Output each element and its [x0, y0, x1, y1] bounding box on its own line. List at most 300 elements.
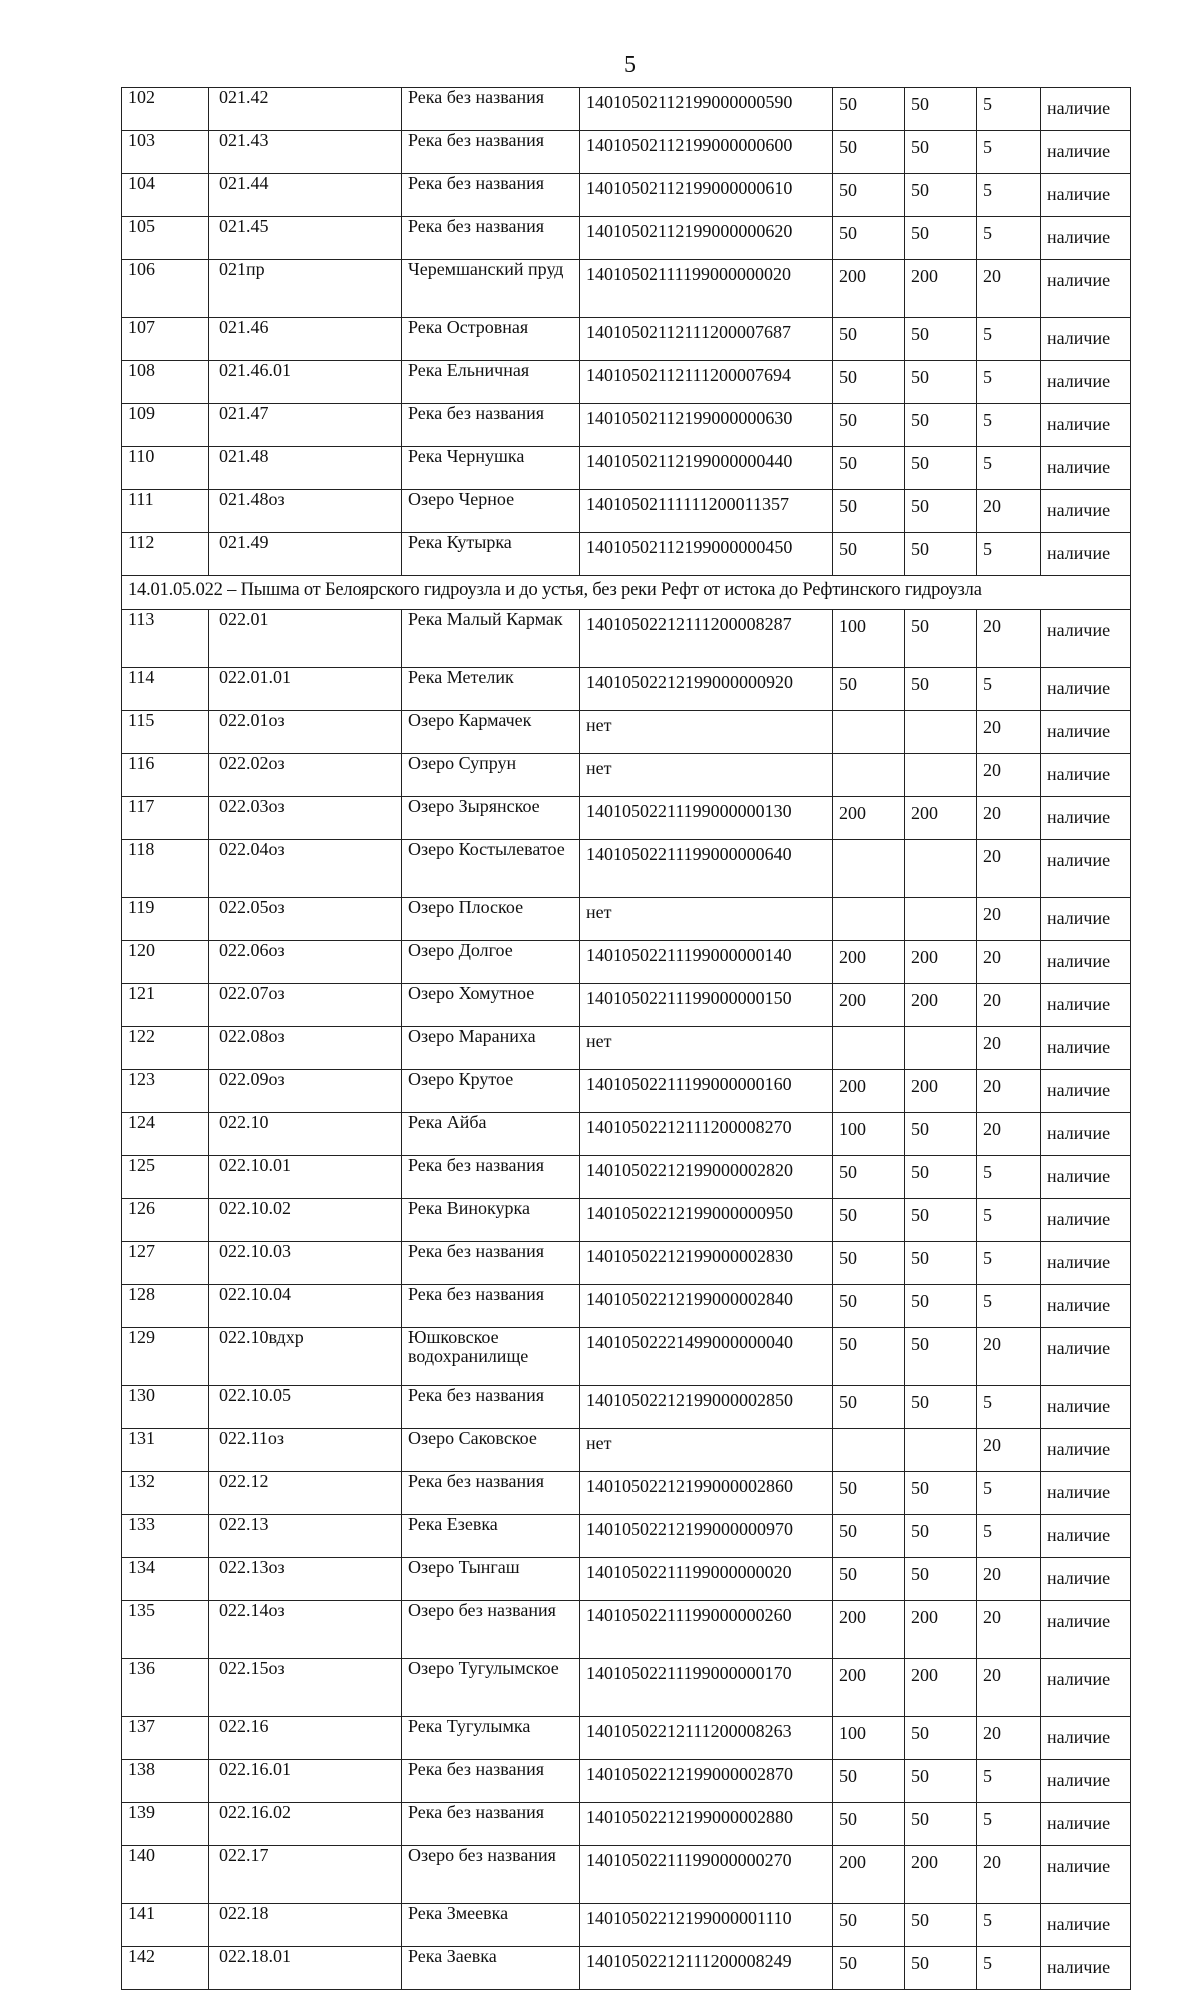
value-c: 5: [977, 1285, 1041, 1328]
value-b: 50: [905, 1803, 977, 1846]
object-code: 021.42: [209, 88, 402, 131]
row-number: 123: [122, 1070, 209, 1113]
row-number: 121: [122, 984, 209, 1027]
value-c: 20: [977, 840, 1041, 898]
registry-code: 14010502211199000000140: [580, 941, 833, 984]
object-name: Юшковское водохранилище: [402, 1328, 580, 1386]
value-c: 5: [977, 1156, 1041, 1199]
object-code: 022.16: [209, 1717, 402, 1760]
row-number: 111: [122, 490, 209, 533]
value-a: 50: [833, 533, 905, 576]
status-cell: наличие: [1041, 1199, 1131, 1242]
row-number: 120: [122, 941, 209, 984]
value-c: 20: [977, 1846, 1041, 1904]
status-cell: наличие: [1041, 1803, 1131, 1846]
value-b: 50: [905, 1515, 977, 1558]
table-row: [122, 1027, 1131, 1070]
value-b: 200: [905, 941, 977, 984]
registry-code: 14010502212199000002860: [580, 1472, 833, 1515]
object-code: 022.18: [209, 1904, 402, 1947]
object-name: Озеро Крутое: [402, 1070, 580, 1113]
registry-code: 14010502221499000000040: [580, 1328, 833, 1386]
section-header: 14.01.05.022 – Пышма от Белоярского гидроузла и до устья, без реки Рефт от истока до Рефтинского гидроузла: [122, 576, 1131, 610]
value-b: 50: [905, 88, 977, 131]
object-name: Озеро Черное: [402, 490, 580, 533]
value-c: 5: [977, 1760, 1041, 1803]
table-row: [122, 1113, 1131, 1156]
value-a: 200: [833, 1070, 905, 1113]
status-cell: наличие: [1041, 1242, 1131, 1285]
value-b: [905, 898, 977, 941]
registry-code: нет: [580, 711, 833, 754]
status-cell: наличие: [1041, 1156, 1131, 1199]
value-b: 50: [905, 1328, 977, 1386]
registry-code: 14010502212199000000970: [580, 1515, 833, 1558]
value-b: [905, 711, 977, 754]
object-code: 021.49: [209, 533, 402, 576]
value-a: 50: [833, 1285, 905, 1328]
table-row: [122, 1947, 1131, 1990]
table-row: [122, 533, 1131, 576]
table-row: [122, 404, 1131, 447]
value-a: 50: [833, 318, 905, 361]
status-cell: наличие: [1041, 1515, 1131, 1558]
value-a: [833, 711, 905, 754]
registry-code: 14010502112199000000440: [580, 447, 833, 490]
row-number: 106: [122, 260, 209, 318]
value-c: 5: [977, 217, 1041, 260]
table-row: [122, 174, 1131, 217]
registry-code: 14010502211199000000150: [580, 984, 833, 1027]
registry-code: 14010502211199000000270: [580, 1846, 833, 1904]
registry-code: 14010502212111200008249: [580, 1947, 833, 1990]
object-code: 022.10.01: [209, 1156, 402, 1199]
object-name: Река без названия: [402, 131, 580, 174]
registry-code: 14010502211199000000170: [580, 1659, 833, 1717]
status-cell: наличие: [1041, 1285, 1131, 1328]
registry-code: 14010502212111200008287: [580, 610, 833, 668]
value-a: 50: [833, 1515, 905, 1558]
value-a: 50: [833, 1328, 905, 1386]
status-cell: наличие: [1041, 984, 1131, 1027]
registry-code: 14010502212199000000950: [580, 1199, 833, 1242]
row-number: 137: [122, 1717, 209, 1760]
registry-code: 14010502212199000002840: [580, 1285, 833, 1328]
table-row: [122, 1659, 1131, 1717]
value-a: 50: [833, 1947, 905, 1990]
value-b: 50: [905, 610, 977, 668]
registry-code: 14010502212199000002820: [580, 1156, 833, 1199]
value-b: 50: [905, 361, 977, 404]
status-cell: наличие: [1041, 797, 1131, 840]
status-cell: наличие: [1041, 174, 1131, 217]
value-b: 50: [905, 1242, 977, 1285]
registry-code: 14010502211199000000160: [580, 1070, 833, 1113]
object-code: 022.01оз: [209, 711, 402, 754]
row-number: 104: [122, 174, 209, 217]
value-c: 5: [977, 1515, 1041, 1558]
row-number: 142: [122, 1947, 209, 1990]
table-section-top: [122, 88, 1131, 576]
registry-code: нет: [580, 898, 833, 941]
object-name: Река без названия: [402, 404, 580, 447]
value-b: 50: [905, 668, 977, 711]
table-row: [122, 1904, 1131, 1947]
value-a: 50: [833, 1803, 905, 1846]
registry-code: 14010502212199000002880: [580, 1803, 833, 1846]
object-name: Река Ельничная: [402, 361, 580, 404]
object-code: 022.11оз: [209, 1429, 402, 1472]
object-name: Озеро без названия: [402, 1601, 580, 1659]
status-cell: наличие: [1041, 88, 1131, 131]
row-number: 115: [122, 711, 209, 754]
table-row: [122, 1285, 1131, 1328]
object-code: 022.10.03: [209, 1242, 402, 1285]
section-header-row: [122, 576, 1131, 610]
object-code: 022.17: [209, 1846, 402, 1904]
status-cell: наличие: [1041, 668, 1131, 711]
value-c: 20: [977, 1429, 1041, 1472]
object-name: Озеро Костылеватое: [402, 840, 580, 898]
object-name: Река Чернушка: [402, 447, 580, 490]
value-a: 50: [833, 1156, 905, 1199]
object-code: 022.09оз: [209, 1070, 402, 1113]
object-name: Река Малый Кармак: [402, 610, 580, 668]
table-row: [122, 1328, 1131, 1386]
value-c: 20: [977, 610, 1041, 668]
table-row: [122, 1429, 1131, 1472]
value-c: 5: [977, 1472, 1041, 1515]
object-code: 022.16.02: [209, 1803, 402, 1846]
table-row: [122, 490, 1131, 533]
registry-code: 14010502112111200007687: [580, 318, 833, 361]
row-number: 103: [122, 131, 209, 174]
value-b: 50: [905, 1947, 977, 1990]
value-a: 50: [833, 361, 905, 404]
object-name: Река без названия: [402, 1156, 580, 1199]
value-a: [833, 840, 905, 898]
registry-code: 14010502211199000000130: [580, 797, 833, 840]
registry-code: 14010502212111200008270: [580, 1113, 833, 1156]
table-row: [122, 668, 1131, 711]
status-cell: наличие: [1041, 754, 1131, 797]
object-name: Река Метелик: [402, 668, 580, 711]
status-cell: наличие: [1041, 1904, 1131, 1947]
value-b: 50: [905, 1472, 977, 1515]
object-code: 022.10.04: [209, 1285, 402, 1328]
value-a: 50: [833, 1558, 905, 1601]
object-name: Река без названия: [402, 174, 580, 217]
value-a: 50: [833, 668, 905, 711]
table-row: [122, 1558, 1131, 1601]
table-row: [122, 361, 1131, 404]
status-cell: наличие: [1041, 1070, 1131, 1113]
value-a: 50: [833, 88, 905, 131]
object-name: Река без названия: [402, 1760, 580, 1803]
table-row: [122, 941, 1131, 984]
status-cell: наличие: [1041, 898, 1131, 941]
object-code: 022.08оз: [209, 1027, 402, 1070]
row-number: 133: [122, 1515, 209, 1558]
object-code: 021.48: [209, 447, 402, 490]
registry-code: нет: [580, 754, 833, 797]
value-b: 50: [905, 447, 977, 490]
row-number: 108: [122, 361, 209, 404]
object-name: Озеро Супрун: [402, 754, 580, 797]
status-cell: наличие: [1041, 1601, 1131, 1659]
value-a: 50: [833, 174, 905, 217]
row-number: 119: [122, 898, 209, 941]
table-row: [122, 217, 1131, 260]
object-code: 021.46: [209, 318, 402, 361]
object-code: 022.10вдхр: [209, 1328, 402, 1386]
object-code: 022.10.02: [209, 1199, 402, 1242]
object-code: 022.03оз: [209, 797, 402, 840]
object-name: Озеро Зырянское: [402, 797, 580, 840]
row-number: 129: [122, 1328, 209, 1386]
value-a: 50: [833, 1386, 905, 1429]
status-cell: наличие: [1041, 1429, 1131, 1472]
value-c: 20: [977, 941, 1041, 984]
value-a: 50: [833, 1760, 905, 1803]
value-c: 5: [977, 1242, 1041, 1285]
value-c: 20: [977, 1717, 1041, 1760]
registry-code: 14010502212199000001110: [580, 1904, 833, 1947]
value-a: 50: [833, 131, 905, 174]
object-code: 022.16.01: [209, 1760, 402, 1803]
value-a: 200: [833, 797, 905, 840]
value-c: 20: [977, 797, 1041, 840]
value-a: 50: [833, 404, 905, 447]
row-number: 131: [122, 1429, 209, 1472]
value-b: 50: [905, 174, 977, 217]
status-cell: наличие: [1041, 1472, 1131, 1515]
object-name: Озеро Долгое: [402, 941, 580, 984]
value-b: 50: [905, 404, 977, 447]
registry-code: 14010502112199000000610: [580, 174, 833, 217]
value-c: 20: [977, 1328, 1041, 1386]
value-b: 50: [905, 1558, 977, 1601]
status-cell: наличие: [1041, 361, 1131, 404]
value-c: 5: [977, 1199, 1041, 1242]
value-c: 5: [977, 1947, 1041, 1990]
status-cell: наличие: [1041, 131, 1131, 174]
value-c: 20: [977, 711, 1041, 754]
row-number: 134: [122, 1558, 209, 1601]
registry-code: 14010502212111200008263: [580, 1717, 833, 1760]
value-a: [833, 1027, 905, 1070]
value-a: 50: [833, 447, 905, 490]
status-cell: наличие: [1041, 318, 1131, 361]
page-number: 5: [624, 52, 636, 78]
status-cell: наличие: [1041, 404, 1131, 447]
object-code: 022.05оз: [209, 898, 402, 941]
object-name: Озеро Тынгаш: [402, 1558, 580, 1601]
value-b: 200: [905, 1659, 977, 1717]
object-name: Река без названия: [402, 1803, 580, 1846]
table-row: [122, 1242, 1131, 1285]
value-b: [905, 1429, 977, 1472]
value-a: 50: [833, 1199, 905, 1242]
object-code: 021.46.01: [209, 361, 402, 404]
table-row: [122, 318, 1131, 361]
object-name: Река Тугулымка: [402, 1717, 580, 1760]
value-c: 5: [977, 404, 1041, 447]
value-c: 20: [977, 490, 1041, 533]
row-number: 125: [122, 1156, 209, 1199]
status-cell: наличие: [1041, 1027, 1131, 1070]
value-a: 200: [833, 1846, 905, 1904]
value-a: [833, 898, 905, 941]
value-c: 20: [977, 754, 1041, 797]
registry-code: 14010502112199000000620: [580, 217, 833, 260]
value-b: 200: [905, 1601, 977, 1659]
object-code: 021.43: [209, 131, 402, 174]
row-number: 124: [122, 1113, 209, 1156]
value-b: 200: [905, 797, 977, 840]
table-row: [122, 898, 1131, 941]
value-c: 5: [977, 533, 1041, 576]
status-cell: наличие: [1041, 1659, 1131, 1717]
value-b: 50: [905, 1904, 977, 1947]
object-code: 022.18.01: [209, 1947, 402, 1990]
value-a: 50: [833, 1242, 905, 1285]
status-cell: наличие: [1041, 490, 1131, 533]
row-number: 113: [122, 610, 209, 668]
object-name: Река без названия: [402, 1242, 580, 1285]
status-cell: наличие: [1041, 711, 1131, 754]
row-number: 112: [122, 533, 209, 576]
status-cell: наличие: [1041, 1947, 1131, 1990]
object-name: Река без названия: [402, 1386, 580, 1429]
value-c: 20: [977, 260, 1041, 318]
object-name: Река Айба: [402, 1113, 580, 1156]
registry-code: 14010502111199000000020: [580, 260, 833, 318]
object-name: Река без названия: [402, 1472, 580, 1515]
table-row: [122, 840, 1131, 898]
object-name: Река Кутырка: [402, 533, 580, 576]
object-name: Река Винокурка: [402, 1199, 580, 1242]
value-c: 5: [977, 1386, 1041, 1429]
object-code: 022.10.05: [209, 1386, 402, 1429]
row-number: 141: [122, 1904, 209, 1947]
table-row: [122, 1472, 1131, 1515]
row-number: 140: [122, 1846, 209, 1904]
object-name: Озеро Плоское: [402, 898, 580, 941]
table-row: [122, 1803, 1131, 1846]
value-c: 5: [977, 668, 1041, 711]
row-number: 122: [122, 1027, 209, 1070]
value-a: 50: [833, 1472, 905, 1515]
object-name: Озеро Тугулымское: [402, 1659, 580, 1717]
status-cell: наличие: [1041, 1113, 1131, 1156]
value-a: 200: [833, 1601, 905, 1659]
table-row: [122, 1386, 1131, 1429]
value-b: 50: [905, 490, 977, 533]
status-cell: наличие: [1041, 217, 1131, 260]
object-name: Река без названия: [402, 88, 580, 131]
object-code: 022.01.01: [209, 668, 402, 711]
status-cell: наличие: [1041, 1846, 1131, 1904]
row-number: 139: [122, 1803, 209, 1846]
value-c: 5: [977, 131, 1041, 174]
object-name: Озеро Мараниха: [402, 1027, 580, 1070]
table-row: [122, 1717, 1131, 1760]
value-c: 5: [977, 1904, 1041, 1947]
object-code: 022.01: [209, 610, 402, 668]
status-cell: наличие: [1041, 533, 1131, 576]
object-code: 022.06оз: [209, 941, 402, 984]
registry-code: 14010502212199000002870: [580, 1760, 833, 1803]
row-number: 132: [122, 1472, 209, 1515]
table-row: [122, 1156, 1131, 1199]
row-number: 127: [122, 1242, 209, 1285]
status-cell: наличие: [1041, 1386, 1131, 1429]
value-b: 200: [905, 984, 977, 1027]
value-c: 20: [977, 898, 1041, 941]
object-name: Река Езевка: [402, 1515, 580, 1558]
status-cell: наличие: [1041, 260, 1131, 318]
row-number: 118: [122, 840, 209, 898]
value-c: 20: [977, 1601, 1041, 1659]
value-a: [833, 1429, 905, 1472]
value-b: 50: [905, 217, 977, 260]
row-number: 102: [122, 88, 209, 131]
value-b: 50: [905, 533, 977, 576]
object-code: 021.45: [209, 217, 402, 260]
registry-code: 14010502212199000002830: [580, 1242, 833, 1285]
value-a: 200: [833, 1659, 905, 1717]
registry-code: нет: [580, 1027, 833, 1070]
status-cell: наличие: [1041, 1760, 1131, 1803]
value-a: 200: [833, 984, 905, 1027]
value-c: 5: [977, 174, 1041, 217]
value-c: 20: [977, 1070, 1041, 1113]
table-row: [122, 984, 1131, 1027]
table-row: [122, 1515, 1131, 1558]
status-cell: наличие: [1041, 840, 1131, 898]
table-row: [122, 754, 1131, 797]
object-name: Озеро Кармачек: [402, 711, 580, 754]
registry-code: нет: [580, 1429, 833, 1472]
value-a: 50: [833, 1904, 905, 1947]
value-b: 200: [905, 1846, 977, 1904]
row-number: 130: [122, 1386, 209, 1429]
object-code: 022.13оз: [209, 1558, 402, 1601]
table-row: [122, 797, 1131, 840]
object-code: 021.44: [209, 174, 402, 217]
value-c: 20: [977, 1659, 1041, 1717]
value-a: 50: [833, 490, 905, 533]
value-b: 50: [905, 1285, 977, 1328]
registry-code: 14010502211199000000640: [580, 840, 833, 898]
row-number: 114: [122, 668, 209, 711]
object-code: 022.02оз: [209, 754, 402, 797]
registry-code: 14010502112199000000590: [580, 88, 833, 131]
object-name: Река Островная: [402, 318, 580, 361]
row-number: 135: [122, 1601, 209, 1659]
value-b: 50: [905, 131, 977, 174]
value-b: 50: [905, 1113, 977, 1156]
table-row: [122, 131, 1131, 174]
row-number: 110: [122, 447, 209, 490]
row-number: 136: [122, 1659, 209, 1717]
value-a: 100: [833, 1113, 905, 1156]
object-code: 022.13: [209, 1515, 402, 1558]
status-cell: наличие: [1041, 1717, 1131, 1760]
status-cell: наличие: [1041, 1328, 1131, 1386]
registry-code: 14010502211199000000260: [580, 1601, 833, 1659]
